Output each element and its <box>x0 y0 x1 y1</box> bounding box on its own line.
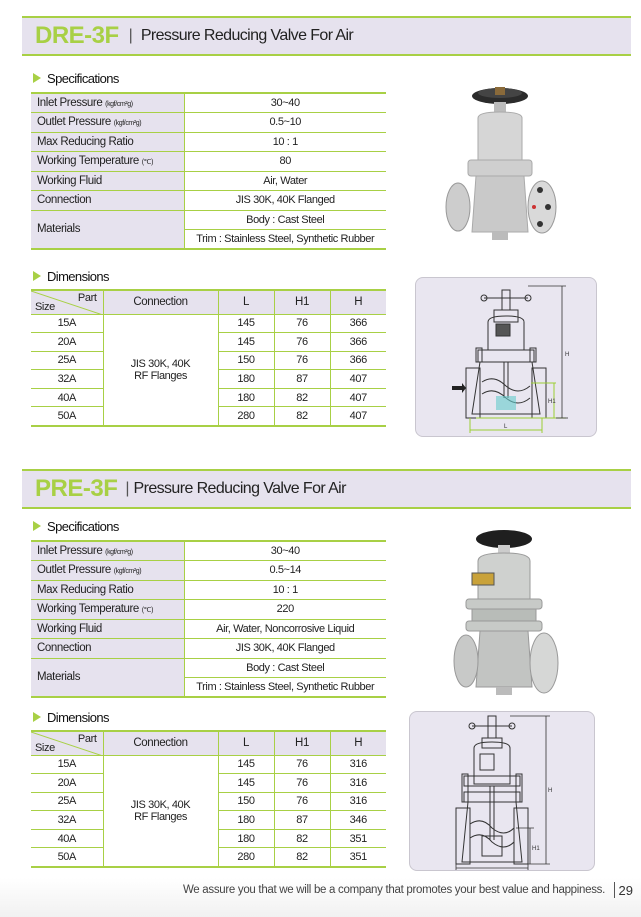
l-cell: 180 <box>218 370 274 389</box>
valve-cross-section-drawing <box>416 278 598 438</box>
spec-label-text: Working Temperature <box>37 603 139 616</box>
h-cell: 316 <box>330 774 386 793</box>
connection-line-1: JIS 30K, 40K <box>130 798 191 811</box>
h1-cell: 82 <box>274 829 330 848</box>
h-cell: 366 <box>330 351 386 370</box>
size-cell: 40A <box>31 829 103 848</box>
spec-row <box>31 619 386 639</box>
size-cell: 32A <box>31 811 103 830</box>
spec-value: 0.5~14 <box>184 561 386 581</box>
bullet-triangle-icon <box>33 712 41 722</box>
bullet-triangle-icon <box>33 73 41 83</box>
spec-label-text: Inlet Pressure <box>37 545 103 557</box>
l-cell: 180 <box>218 829 274 848</box>
size-part-header <box>31 731 103 755</box>
spec-unit: (℃) <box>141 159 154 167</box>
spec-value: 30~40 <box>184 93 386 113</box>
spec-row-materials <box>31 210 386 230</box>
spec-row <box>31 600 386 620</box>
spec-value-body: Body : Cast Steel <box>184 210 386 230</box>
h1-dimension-label: H1 <box>548 399 556 405</box>
spec-label-text: Connection <box>37 194 92 207</box>
page-footer <box>0 878 641 917</box>
l-cell: 180 <box>218 811 274 830</box>
h1-cell: 76 <box>274 314 330 333</box>
connection-line-2: RF Flanges <box>134 810 187 823</box>
dimension-drawing-pre-3f <box>409 711 595 871</box>
spec-label-text: Connection <box>37 642 92 655</box>
spec-row <box>31 152 386 172</box>
spec-unit: (kgf/cm²g) <box>105 101 133 108</box>
spec-row <box>31 541 386 561</box>
h-header: H <box>330 731 386 755</box>
spec-unit: (kgf/cm²g) <box>113 120 142 128</box>
spec-label-text: Working Fluid <box>37 174 102 187</box>
connection-line-2: RF Flanges <box>134 369 187 382</box>
size-cell: 25A <box>31 351 103 370</box>
spec-value: 10 : 1 <box>184 580 386 600</box>
specifications-heading-text: Specifications <box>47 518 119 534</box>
spec-value-trim: Trim : Stainless Steel, Synthetic Rubber <box>184 230 386 250</box>
spec-label <box>31 541 184 561</box>
l-cell: 280 <box>218 848 274 867</box>
h1-cell: 76 <box>274 351 330 370</box>
h-cell: 346 <box>330 811 386 830</box>
spec-row <box>31 580 386 600</box>
spec-value: 220 <box>184 600 386 620</box>
h1-cell: 82 <box>274 388 330 407</box>
size-cell: 32A <box>31 370 103 389</box>
h-dimension-label: H <box>565 352 570 358</box>
spec-label <box>31 132 184 152</box>
connection-line-1: JIS 30K, 40K <box>130 357 191 370</box>
h1-cell: 82 <box>274 848 330 867</box>
spec-row <box>31 93 386 113</box>
h-dimension-label: H <box>548 788 553 794</box>
product-title-bar <box>22 16 631 56</box>
size-cell: 50A <box>31 848 103 867</box>
spec-label-text: Inlet Pressure <box>37 97 103 109</box>
spec-label <box>31 93 184 113</box>
l-dimension-label: L <box>504 424 508 430</box>
valve-cross-section-drawing <box>410 712 596 872</box>
dimensions-header-row <box>31 731 386 755</box>
spec-label-text: Max Reducing Ratio <box>37 135 134 148</box>
l-cell: 145 <box>218 314 274 333</box>
h1-cell: 76 <box>274 755 330 774</box>
spec-label <box>31 152 184 172</box>
spec-label <box>31 171 184 191</box>
connection-cell <box>103 755 218 867</box>
product-subtitle: Pressure Reducing Valve For Air <box>133 480 346 497</box>
h1-cell: 87 <box>274 370 330 389</box>
spec-label-text: Outlet Pressure <box>37 116 111 129</box>
h-cell: 316 <box>330 792 386 811</box>
specifications-heading-text: Specifications <box>47 70 119 86</box>
spec-label-text: Working Temperature <box>37 155 139 168</box>
flow-arrow-icon <box>452 383 466 393</box>
l-header: L <box>218 731 274 755</box>
spec-label <box>31 561 184 581</box>
l-cell: 145 <box>218 774 274 793</box>
spec-label <box>31 191 184 211</box>
footer-divider <box>614 882 615 898</box>
h1-cell: 76 <box>274 774 330 793</box>
spec-value: 10 : 1 <box>184 132 386 152</box>
product-title-bar <box>22 469 631 509</box>
l-header: L <box>218 290 274 314</box>
spec-value-trim: Trim : Stainless Steel, Synthetic Rubber <box>184 678 386 698</box>
spec-row <box>31 132 386 152</box>
h1-cell: 82 <box>274 407 330 426</box>
spec-value: Air, Water, Noncorrosive Liquid <box>184 619 386 639</box>
h1-cell: 76 <box>274 333 330 352</box>
h-cell: 407 <box>330 388 386 407</box>
spec-label-text: Outlet Pressure <box>37 564 111 577</box>
size-cell: 20A <box>31 333 103 352</box>
dimensions-table <box>31 730 386 868</box>
size-label: Size <box>35 741 55 754</box>
page-number: 29 <box>618 883 633 898</box>
size-cell: 15A <box>31 314 103 333</box>
spec-unit: (kgf/cm²g) <box>105 549 133 556</box>
spec-label <box>31 113 184 133</box>
dimensions-table <box>31 289 386 427</box>
h1-header: H1 <box>274 290 330 314</box>
h-header: H <box>330 290 386 314</box>
dimensions-header-row <box>31 290 386 314</box>
spec-row <box>31 639 386 659</box>
connection-header: Connection <box>103 731 218 755</box>
title-separator: | <box>128 27 133 44</box>
h-cell: 366 <box>330 314 386 333</box>
spec-label-text: Working Fluid <box>37 622 102 635</box>
title-separator: | <box>125 480 130 497</box>
spec-row <box>31 113 386 133</box>
spec-label: Materials <box>31 210 184 249</box>
spec-label: Materials <box>31 658 184 697</box>
h-cell: 366 <box>330 333 386 352</box>
spec-value: 0.5~10 <box>184 113 386 133</box>
spec-value: Air, Water <box>184 171 386 191</box>
spec-row <box>31 171 386 191</box>
spec-value-body: Body : Cast Steel <box>184 658 386 678</box>
spec-label <box>31 580 184 600</box>
size-part-header <box>31 290 103 314</box>
connection-cell <box>103 314 218 426</box>
specifications-table <box>31 92 386 250</box>
dimensions-heading-text: Dimensions <box>47 709 109 725</box>
specifications-table <box>31 540 386 698</box>
table-row <box>31 755 386 774</box>
size-cell: 15A <box>31 755 103 774</box>
spec-value: JIS 30K, 40K Flanged <box>184 639 386 659</box>
valve-photo-pre-3f <box>452 527 562 702</box>
product-model: DRE-3F <box>35 22 119 49</box>
table-row <box>31 314 386 333</box>
spec-label <box>31 619 184 639</box>
dimensions-heading-text: Dimensions <box>47 268 109 284</box>
product-subtitle: Pressure Reducing Valve For Air <box>140 27 354 44</box>
h1-cell: 87 <box>274 811 330 830</box>
spec-row <box>31 561 386 581</box>
size-cell: 25A <box>31 792 103 811</box>
size-cell: 40A <box>31 388 103 407</box>
spec-unit: (kgf/cm²g) <box>113 568 142 576</box>
part-label: Part <box>77 733 97 745</box>
connection-header: Connection <box>103 290 218 314</box>
bullet-triangle-icon <box>33 271 41 281</box>
l-cell: 145 <box>218 333 274 352</box>
l-cell: 280 <box>218 407 274 426</box>
l-cell: 150 <box>218 792 274 811</box>
h-cell: 407 <box>330 407 386 426</box>
l-cell: 150 <box>218 351 274 370</box>
spec-value: 80 <box>184 152 386 172</box>
spec-label <box>31 639 184 659</box>
size-label: Size <box>35 300 55 313</box>
spec-label-text: Max Reducing Ratio <box>37 583 134 596</box>
valve-photo-dre-3f <box>440 82 560 252</box>
l-cell: 145 <box>218 755 274 774</box>
h-cell: 351 <box>330 829 386 848</box>
spec-label <box>31 600 184 620</box>
h1-dimension-label: H1 <box>532 846 540 852</box>
spec-row <box>31 191 386 211</box>
h-cell: 407 <box>330 370 386 389</box>
part-label: Part <box>77 292 97 304</box>
product-model: PRE-3F <box>35 475 118 502</box>
l-cell: 180 <box>218 388 274 407</box>
size-cell: 20A <box>31 774 103 793</box>
bullet-triangle-icon <box>33 521 41 531</box>
spec-unit: (℃) <box>141 607 154 615</box>
spec-value: JIS 30K, 40K Flanged <box>184 191 386 211</box>
dimension-drawing-dre-3f <box>415 277 597 437</box>
spec-row-materials <box>31 658 386 678</box>
h1-header: H1 <box>274 731 330 755</box>
h1-cell: 76 <box>274 792 330 811</box>
spec-value: 30~40 <box>184 541 386 561</box>
h-cell: 316 <box>330 755 386 774</box>
size-cell: 50A <box>31 407 103 426</box>
h-cell: 351 <box>330 848 386 867</box>
footer-tagline: We assure you that we will be a company that promotes your best value and happiness. <box>182 884 605 896</box>
